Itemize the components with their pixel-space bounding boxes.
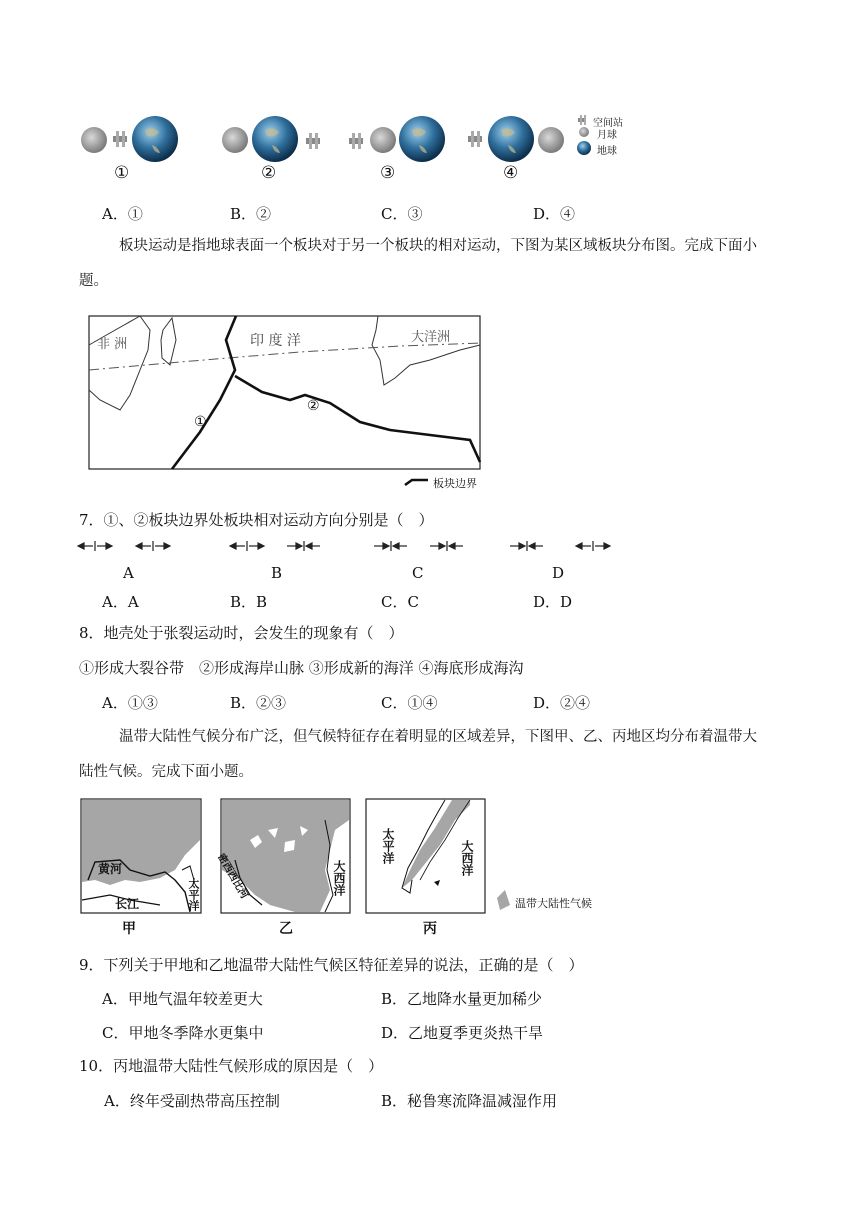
q9-option-a[interactable]: A．甲地气温年较差更大 — [102, 990, 263, 1008]
q7-option-c[interactable]: C．C — [381, 593, 419, 611]
mississippi-label: 密西西比河 — [215, 852, 250, 901]
q9-option-c[interactable]: C．甲地冬季降水更集中 — [102, 1024, 264, 1042]
climate-intro-line2: 陆性气候。完成下面小题。 — [79, 764, 253, 780]
q10-stem: 10．丙地温带大陆性气候形成的原因是（ ） — [79, 1057, 384, 1075]
climate-intro-line1: 温带大陆性气候分布广泛，但气候特征存在着明显的区域差异，下图甲、乙、丙地区均分布着温带大 — [119, 729, 757, 745]
figure-number-2: ② — [261, 163, 277, 183]
legend-earth-label: 地球 — [597, 146, 617, 157]
figure-number-1: ① — [114, 163, 130, 183]
q7-stem: 7．①、②板块边界处板块相对运动方向分别是（ ） — [79, 511, 434, 529]
arrow-label-d: D — [552, 564, 565, 582]
map-jia-caption: 甲 — [122, 921, 136, 937]
yi-atlantic-label: 大西洋 — [332, 860, 346, 896]
plate-intro-line1: 板块运动是指地球表面一个板块对于另一个板块的相对运动，下图为某区域板块分布图。完成下面小 — [119, 238, 757, 254]
q7-option-d[interactable]: D．D — [533, 593, 573, 611]
q8-option-c[interactable]: C．①④ — [381, 694, 438, 712]
q8-option-d[interactable]: D．②④ — [533, 694, 591, 712]
huanghe-label: 黄河 — [98, 862, 123, 876]
q9-option-b[interactable]: B．乙地降水量更加稀少 — [381, 990, 543, 1008]
q9-option-d[interactable]: D．乙地夏季更炎热干旱 — [381, 1024, 544, 1042]
plate-boundary-legend-label: 板块边界 — [433, 477, 477, 490]
map-jia — [81, 799, 201, 913]
arrow-label-b: B — [271, 564, 283, 582]
arrow-label-c: C — [412, 564, 424, 582]
bing-atlantic-label: 大西洋 — [460, 840, 474, 876]
climate-legend-swatch — [497, 890, 510, 910]
q9-stem: 9．下列关于甲地和乙地温带大陆性气候区特征差异的说法，正确的是（ ） — [79, 956, 584, 974]
figure-number-3: ③ — [380, 163, 396, 183]
climate-legend-label: 温带大陆性气候 — [515, 897, 592, 910]
figure-number-4: ④ — [503, 163, 519, 183]
arrow-label-a: A — [123, 564, 134, 582]
q7-option-a[interactable]: A．A — [102, 593, 139, 611]
changjiang-label: 长江 — [115, 897, 140, 911]
legend-station-label: 空间站 — [593, 118, 623, 129]
q6-option-d[interactable]: D．④ — [533, 205, 576, 223]
bing-pacific-label: 太平洋 — [381, 828, 395, 864]
plate-intro-line2: 题。 — [79, 273, 108, 289]
q8-stem: 8．地壳处于张裂运动时，会发生的现象有（ ） — [79, 624, 404, 642]
q8-option-a[interactable]: A．①③ — [102, 694, 158, 712]
indian-ocean-label: 印 度 洋 — [250, 333, 301, 349]
boundary-2-label: ② — [307, 398, 320, 414]
jia-pacific-label: 太平洋 — [187, 878, 200, 911]
legend-moon-label: 月球 — [597, 130, 617, 141]
q8-items: ①形成大裂谷带 ②形成海岸山脉 ③形成新的海洋 ④海底形成海沟 — [79, 659, 524, 677]
q6-option-b[interactable]: B．② — [230, 205, 272, 223]
q8-option-b[interactable]: B．②③ — [230, 694, 287, 712]
q6-option-a[interactable]: A．① — [102, 205, 143, 223]
africa-label: 非 洲 — [97, 337, 128, 352]
map-yi-caption: 乙 — [279, 921, 293, 937]
q6-option-c[interactable]: C．③ — [381, 205, 423, 223]
map-bing-caption: 丙 — [423, 921, 437, 937]
oceania-label: 大洋洲 — [411, 330, 451, 345]
q10-option-b[interactable]: B．秘鲁寒流降温减湿作用 — [381, 1092, 558, 1110]
boundary-1-label: ① — [194, 414, 207, 430]
q10-option-a[interactable]: A．终年受副热带高压控制 — [104, 1092, 280, 1110]
q7-option-b[interactable]: B．B — [230, 593, 268, 611]
